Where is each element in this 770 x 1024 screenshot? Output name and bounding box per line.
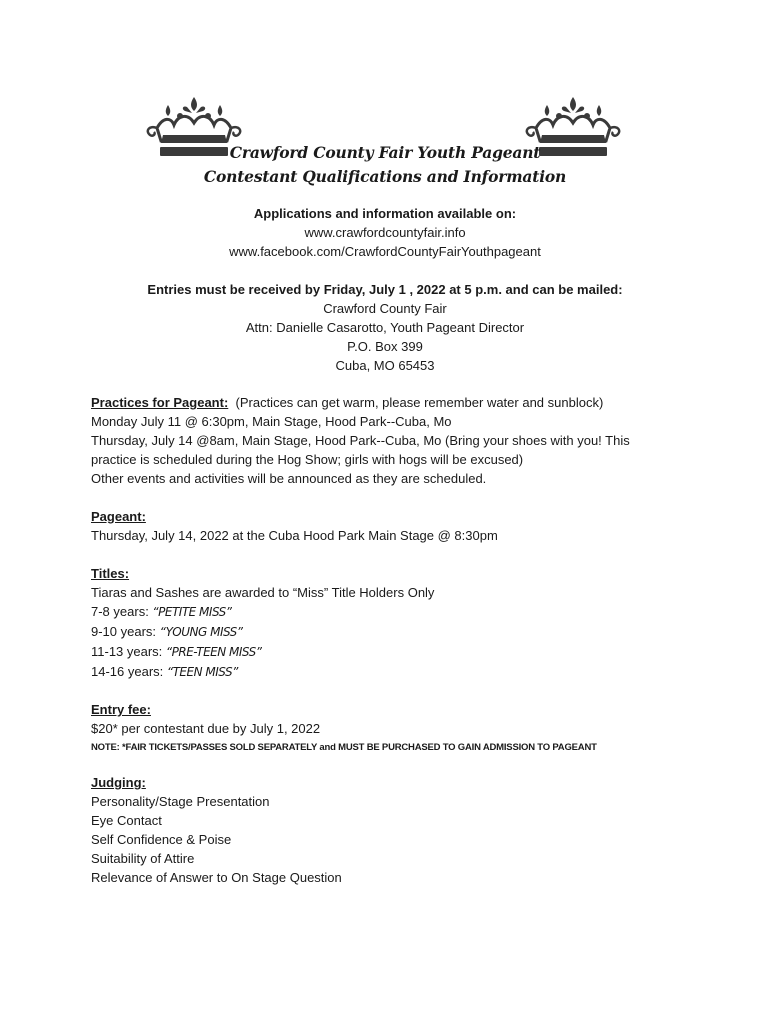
pageant-section (91, 507, 671, 545)
address-line: Attn: Danielle Casarotto, Youth Pageant Director (245, 320, 525, 335)
practice-line: Monday July 11 @ 6:30pm, Main Stage, Hood Park--Cuba, Mo (91, 414, 452, 429)
applications-heading: Applications and information available on: (253, 206, 517, 221)
judging-item: Self Confidence & Poise (91, 832, 232, 847)
title-item (91, 662, 671, 682)
address-line: Crawford County Fair (323, 301, 447, 316)
address-line: P.O. Box 399 (347, 339, 423, 354)
title-name: “PETITE MISS” (152, 605, 232, 619)
title-name: “PRE-TEEN MISS” (165, 645, 262, 659)
judging-item: Eye Contact (91, 813, 162, 828)
address-line: Cuba, MO 65453 (335, 358, 435, 373)
title-item (91, 642, 671, 662)
facebook-link[interactable]: www.facebook.com/CrawfordCountyFairYouthpageant (229, 244, 541, 259)
title-ages: 9-10 years: (91, 624, 160, 639)
title-ages: 14-16 years: (91, 664, 167, 679)
title-item (91, 622, 671, 642)
entry-fee-note: NOTE: *FAIR TICKETS/PASSES SOLD SEPARATELY and MUST BE PURCHASED TO GAIN ADMISSION TO PAGEANT (91, 742, 597, 753)
practices-section (91, 393, 671, 488)
entries-section (0, 280, 770, 375)
entries-heading: Entries must be received by Friday, July 1 , 2022 at 5 p.m. and can be mailed: (147, 282, 623, 297)
pageant-heading: Pageant: (91, 509, 146, 524)
page-title-line1: Crawford County Fair Youth Pageant (229, 143, 541, 162)
title-item (91, 602, 671, 622)
titles-intro: Tiaras and Sashes are awarded to “Miss” Title Holders Only (91, 585, 435, 600)
titles-heading: Titles: (91, 566, 130, 581)
title-ages: 7-8 years: (91, 604, 153, 619)
judging-item: Personality/Stage Presentation (91, 794, 270, 809)
entry-fee-line: $20* per contestant due by July 1, 2022 (91, 721, 321, 736)
entry-fee-section (91, 700, 671, 757)
page-title-line2: Contestant Qualifications and Information (203, 167, 567, 186)
applications-section (0, 204, 770, 261)
title-name: “YOUNG MISS” (159, 625, 243, 639)
judging-item: Suitability of Attire (91, 851, 195, 866)
website-link[interactable]: www.crawfordcountyfair.info (304, 225, 466, 240)
practice-line: Other events and activities will be announced as they are scheduled. (91, 471, 487, 486)
practices-heading: Practices for Pageant: (91, 395, 229, 410)
judging-section (91, 773, 671, 887)
entry-fee-heading: Entry fee: (91, 702, 151, 717)
title-name: “TEEN MISS” (166, 665, 238, 679)
title-ages: 11-13 years: (91, 644, 166, 659)
titles-section (91, 564, 671, 682)
pageant-line: Thursday, July 14, 2022 at the Cuba Hood Park Main Stage @ 8:30pm (91, 528, 498, 543)
practice-line: Thursday, July 14 @8am, Main Stage, Hood Park--Cuba, Mo (Bring your shoes with you! This practice is scheduled during the Hog Show; girls with hogs will be excused) (91, 433, 630, 467)
judging-item: Relevance of Answer to On Stage Question (91, 870, 342, 885)
judging-heading: Judging: (91, 775, 146, 790)
practices-note: (Practices can get warm, please remember water and sunblock) (235, 395, 604, 410)
